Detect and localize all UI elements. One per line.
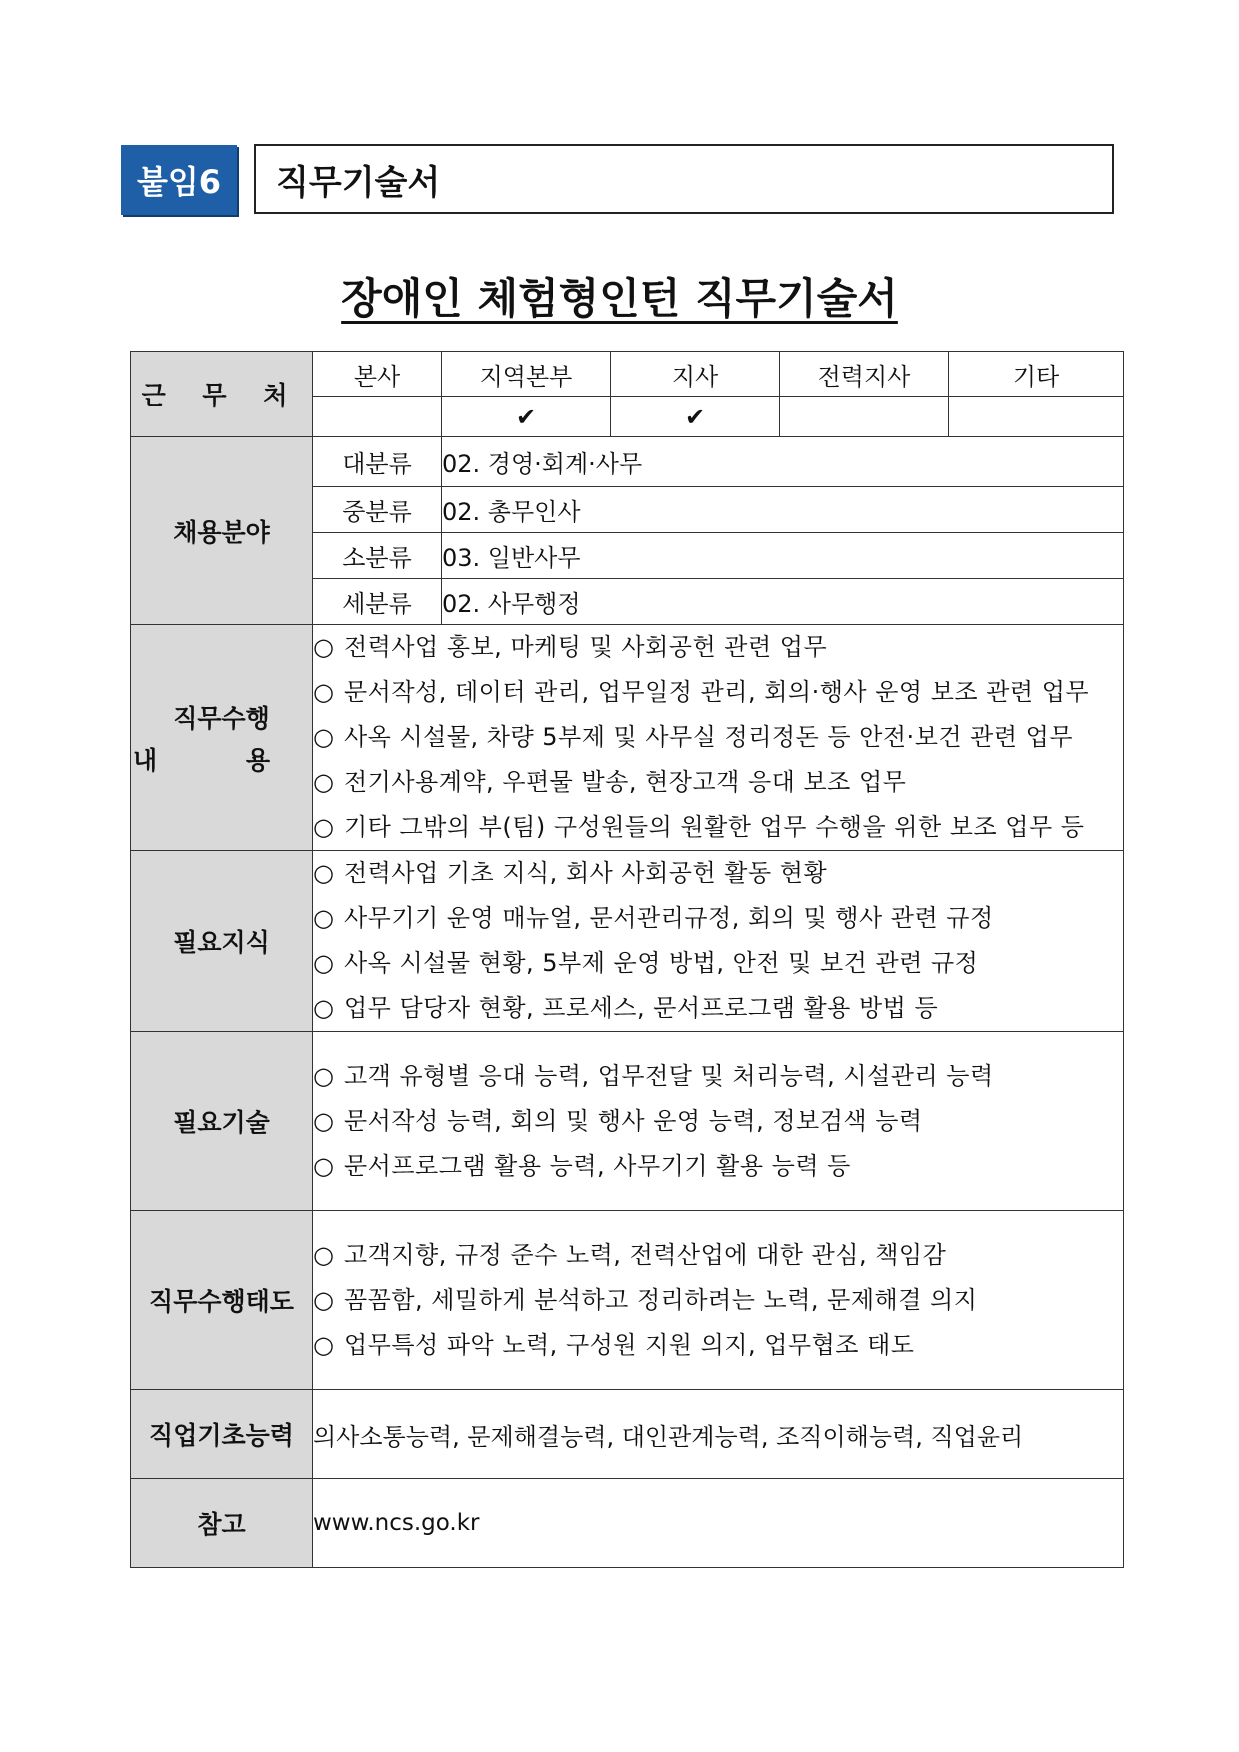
list-item-text: 사무기기 운영 매뉴얼, 문서관리규정, 회의 및 행사 관련 규정	[343, 904, 994, 932]
workplace-option: 본사	[313, 352, 442, 397]
circle-bullet-icon: ○	[313, 723, 334, 751]
document-title	[0, 266, 1239, 326]
basic-ability-label: 직업기초능력	[131, 1390, 313, 1479]
list-item-text: 문서프로그램 활용 능력, 사무기기 활용 능력 등	[343, 1151, 851, 1180]
circle-bullet-icon: ○	[313, 859, 334, 887]
attitude-label: 직무수행태도	[131, 1211, 313, 1390]
circle-bullet-icon: ○	[313, 768, 334, 796]
workplace-check-cell	[313, 397, 442, 437]
attachment-badge: 붙임6	[121, 145, 237, 215]
list-item	[313, 1099, 1123, 1144]
circle-bullet-icon: ○	[313, 994, 334, 1022]
list-item-text: 고객지향, 규정 준수 노력, 전력산업에 대한 관심, 책임감	[343, 1240, 947, 1269]
list-item	[313, 941, 1123, 986]
duties-label-line1: 직무수행	[173, 703, 270, 733]
list-item	[313, 896, 1123, 941]
knowledge-label: 필요지식	[131, 851, 313, 1032]
recruit-category-value: 02. 경영·회계·사무	[442, 437, 1124, 487]
header-title-box	[254, 144, 1114, 214]
workplace-check-mark: ✔	[611, 397, 780, 437]
recruit-category-name: 중분류	[313, 487, 442, 533]
list-item-text: 문서작성 능력, 회의 및 행사 운영 능력, 정보검색 능력	[343, 1106, 923, 1135]
list-item	[313, 1278, 1123, 1323]
workplace-option: 전력지사	[780, 352, 949, 397]
recruit-category-name: 소분류	[313, 533, 442, 579]
reference-label: 참고	[131, 1479, 313, 1568]
list-item-text: 꼼꼼함, 세밀하게 분석하고 정리하려는 노력, 문제해결 의지	[343, 1285, 978, 1314]
list-item	[313, 986, 1123, 1031]
workplace-option: 기타	[949, 352, 1124, 397]
knowledge-list	[313, 851, 1124, 1032]
basic-ability-row	[131, 1390, 1124, 1479]
circle-bullet-icon: ○	[313, 1240, 334, 1269]
workplace-header-row	[131, 352, 1124, 397]
attitude-row	[131, 1211, 1124, 1390]
circle-bullet-icon: ○	[313, 1285, 334, 1314]
list-item-text: 문서작성, 데이터 관리, 업무일정 관리, 회의·행사 운영 보조 관련 업무	[343, 678, 1090, 706]
list-item-text: 전기사용계약, 우편물 발송, 현장고객 응대 보조 업무	[343, 768, 907, 796]
workplace-option: 지사	[611, 352, 780, 397]
recruit-field-label: 채용분야	[131, 437, 313, 625]
recruit-category-value: 03. 일반사무	[442, 533, 1124, 579]
duties-label	[131, 625, 313, 851]
recruit-category-value: 02. 사무행정	[442, 579, 1124, 625]
list-item-text: 고객 유형별 응대 능력, 업무전달 및 처리능력, 시설관리 능력	[343, 1061, 994, 1090]
list-item-text: 사옥 시설물, 차량 5부제 및 사무실 정리정돈 등 안전·보건 관련 업무	[343, 723, 1074, 751]
duties-list	[313, 625, 1124, 851]
recruit-row	[131, 437, 1124, 487]
skills-list	[313, 1032, 1124, 1211]
workplace-check-cell	[949, 397, 1124, 437]
workplace-check-mark: ✔	[442, 397, 611, 437]
list-item	[313, 1233, 1123, 1278]
list-item-text: 전력사업 홍보, 마케팅 및 사회공헌 관련 업무	[343, 633, 828, 661]
skills-row	[131, 1032, 1124, 1211]
job-description-table	[130, 351, 1124, 1568]
reference-row	[131, 1479, 1124, 1568]
list-item	[313, 1323, 1123, 1368]
recruit-category-value: 02. 총무인사	[442, 487, 1124, 533]
workplace-check-cell	[780, 397, 949, 437]
list-item	[313, 1144, 1123, 1189]
circle-bullet-icon: ○	[313, 904, 334, 932]
list-item	[313, 760, 1123, 805]
document-title-text: 장애인 체험형인턴 직무기술서	[341, 274, 898, 323]
list-item	[313, 805, 1123, 850]
circle-bullet-icon: ○	[313, 678, 334, 706]
circle-bullet-icon: ○	[313, 1330, 334, 1359]
list-item-text: 업무특성 파악 노력, 구성원 지원 의지, 업무협조 태도	[343, 1330, 915, 1359]
circle-bullet-icon: ○	[313, 633, 334, 661]
list-item	[313, 715, 1123, 760]
list-item-text: 기타 그밖의 부(팀) 구성원들의 원활한 업무 수행을 위한 보조 업무 등	[343, 813, 1085, 841]
basic-ability-value: 의사소통능력, 문제해결능력, 대인관계능력, 조직이해능력, 직업윤리	[313, 1390, 1124, 1479]
recruit-category-name: 대분류	[313, 437, 442, 487]
list-item-text: 업무 담당자 현황, 프로세스, 문서프로그램 활용 방법 등	[343, 994, 939, 1022]
workplace-label	[131, 352, 313, 437]
circle-bullet-icon: ○	[313, 1061, 334, 1090]
circle-bullet-icon: ○	[313, 1151, 334, 1180]
list-item	[313, 670, 1123, 715]
recruit-category-name: 세분류	[313, 579, 442, 625]
duties-row	[131, 625, 1124, 851]
duties-label-line2: 내 용	[132, 745, 310, 775]
list-item	[313, 851, 1123, 896]
circle-bullet-icon: ○	[313, 813, 334, 841]
skills-label: 필요기술	[131, 1032, 313, 1211]
header-title: 직무기술서	[276, 162, 441, 203]
workplace-label-text: 근 무 처	[141, 381, 302, 410]
list-item-text: 전력사업 기초 지식, 회사 사회공헌 활동 현황	[343, 859, 828, 887]
list-item	[313, 625, 1123, 670]
circle-bullet-icon: ○	[313, 1106, 334, 1135]
attitude-list	[313, 1211, 1124, 1390]
list-item-text: 사옥 시설물 현황, 5부제 운영 방법, 안전 및 보건 관련 규정	[343, 949, 979, 977]
workplace-option: 지역본부	[442, 352, 611, 397]
list-item	[313, 1054, 1123, 1099]
reference-link[interactable]: www.ncs.go.kr	[313, 1479, 1124, 1568]
circle-bullet-icon: ○	[313, 949, 334, 977]
knowledge-row	[131, 851, 1124, 1032]
